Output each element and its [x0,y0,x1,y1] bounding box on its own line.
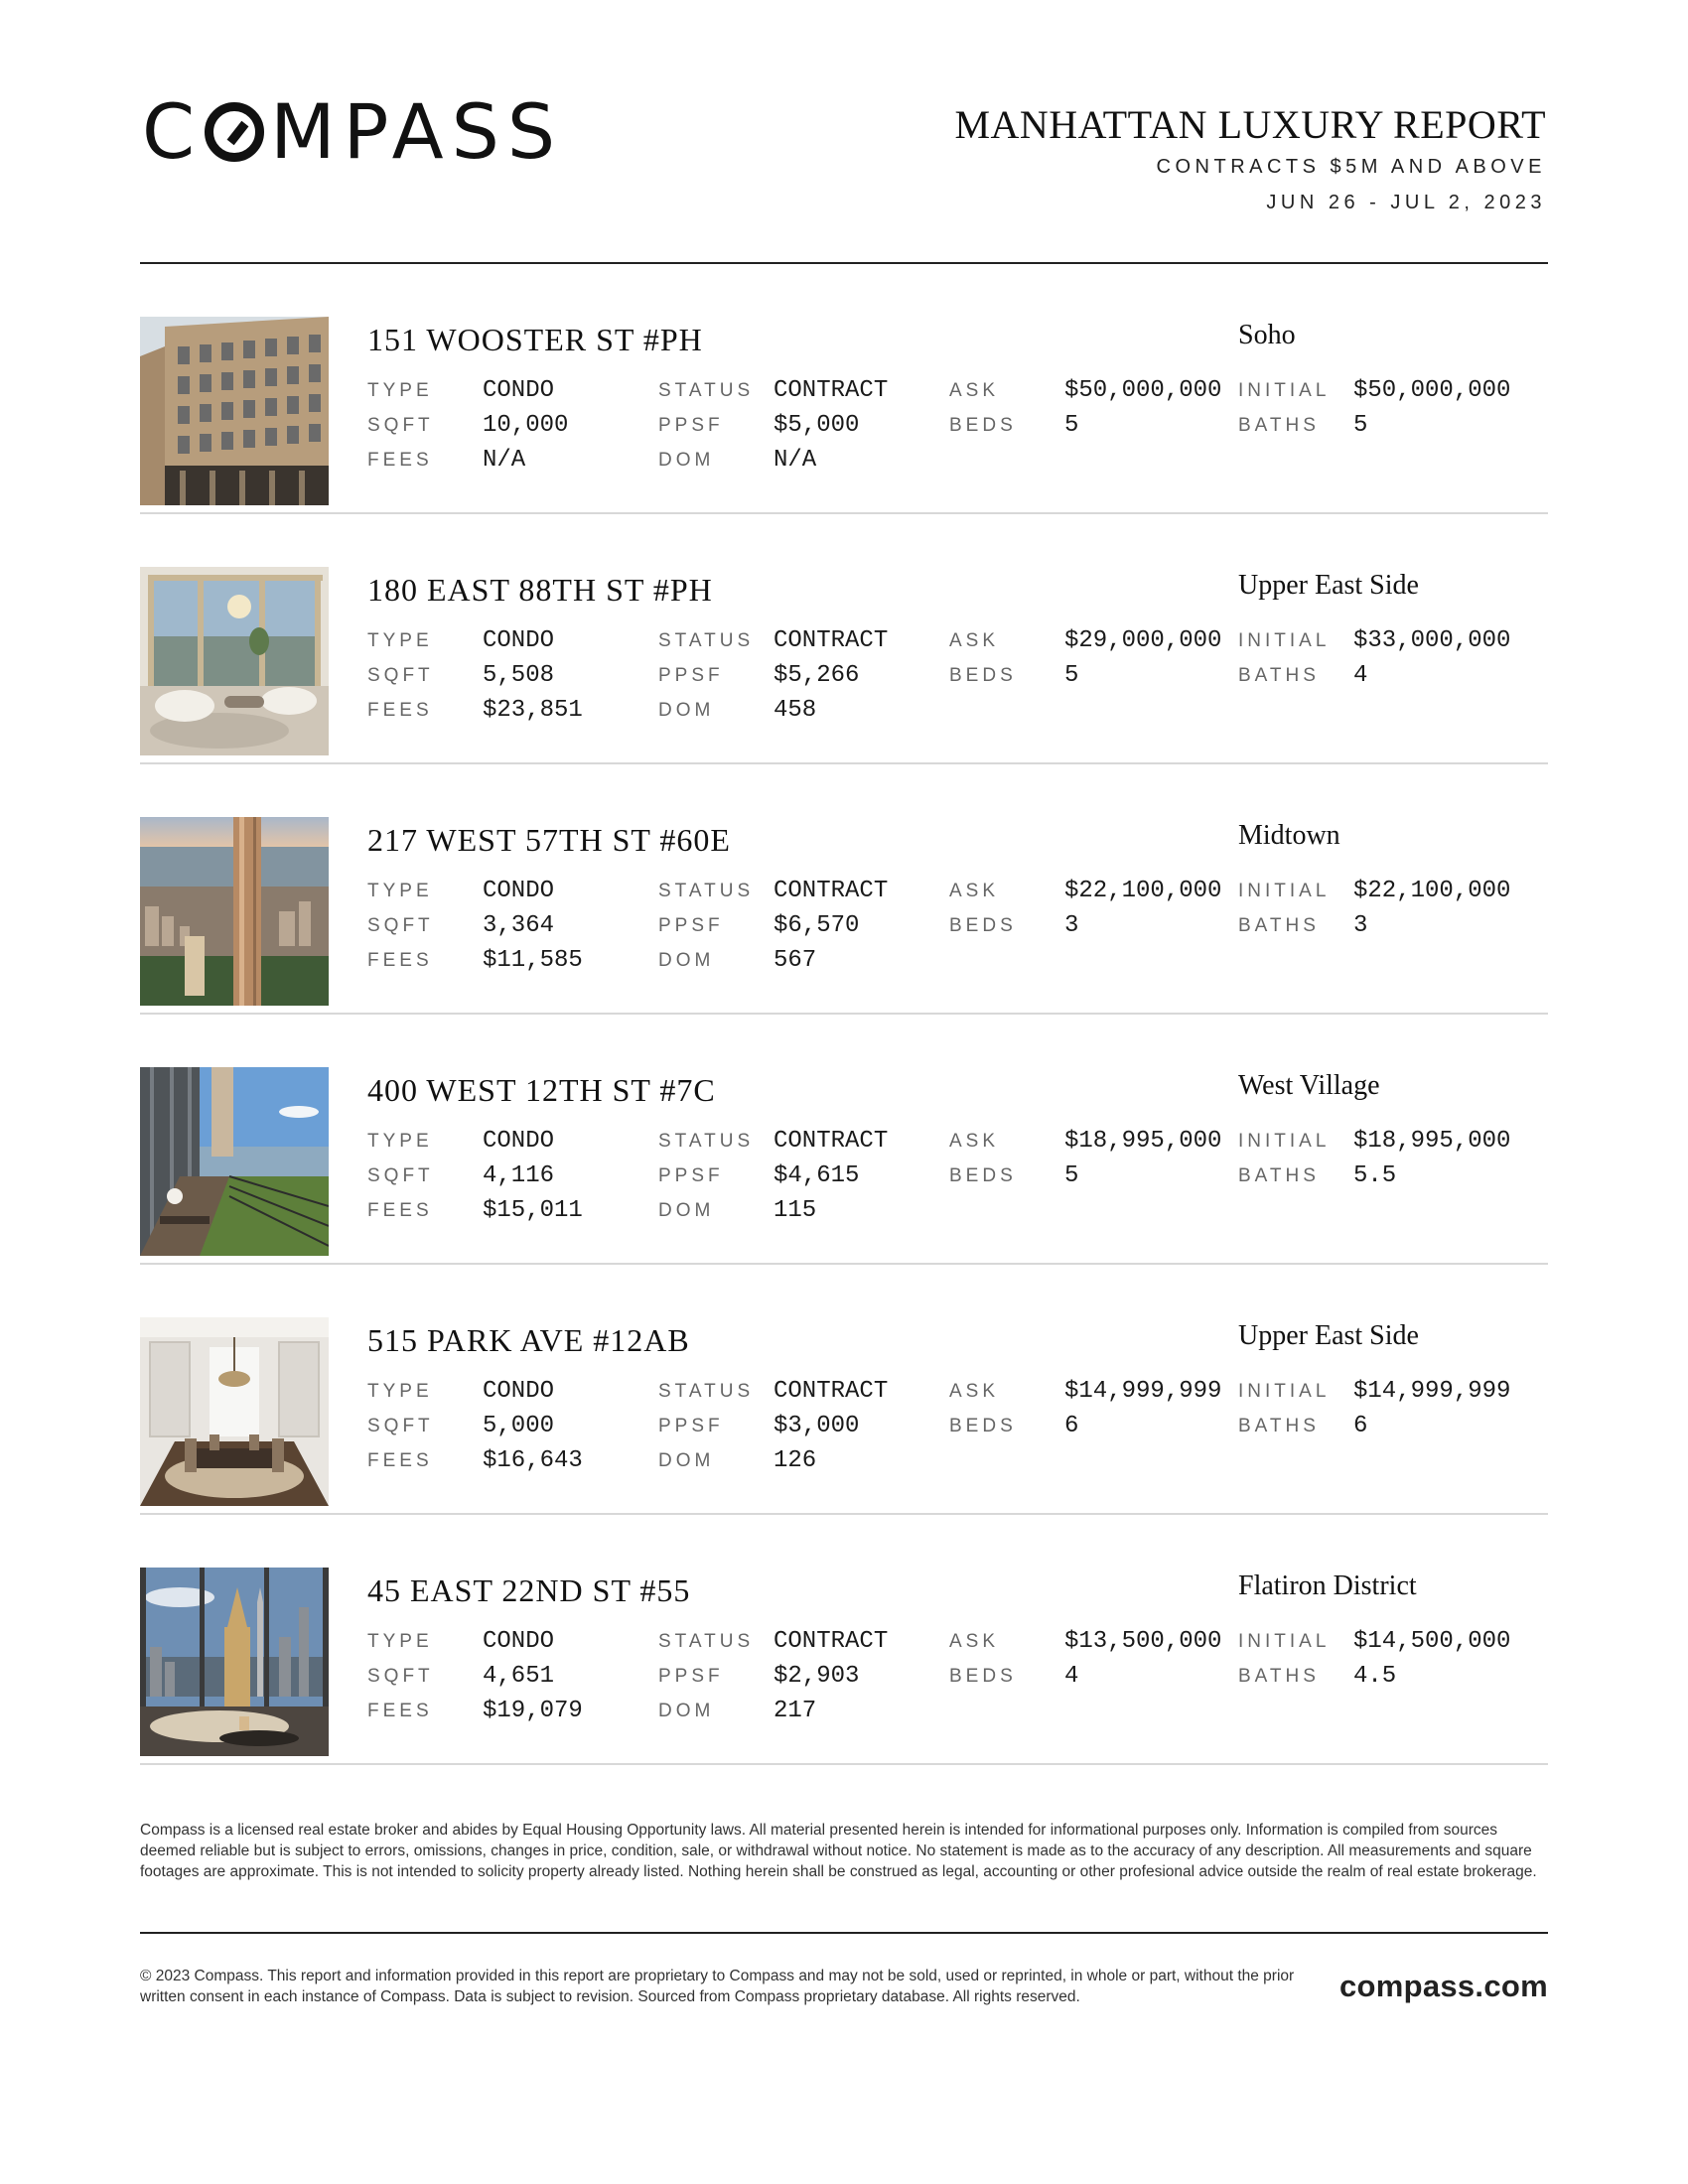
ppsf-label: PPSF [658,415,724,436]
status-value: CONTRACT [774,627,889,654]
status-label: STATUS [658,1631,755,1652]
footer-divider [140,1932,1548,1934]
fees-label: FEES [367,450,433,471]
ask-label: ASK [949,1131,1000,1152]
fees-label: FEES [367,950,433,971]
sqft-value: 5,508 [483,662,555,689]
dom-value: N/A [774,447,817,474]
sqft-label: SQFT [367,415,434,436]
beds-value: 4 [1064,1663,1079,1690]
ppsf-value: $4,615 [774,1162,860,1189]
listing-address: 180 EAST 88TH ST #PH [367,572,713,608]
type-label: TYPE [367,380,433,401]
report-subtitle: CONTRACTS $5M AND ABOVE [1156,156,1546,178]
ask-label: ASK [949,1631,1000,1652]
living-room-photo [140,567,329,755]
sqft-value: 5,000 [483,1413,555,1439]
ask-value: $14,999,999 [1064,1378,1222,1405]
ppsf-value: $2,903 [774,1663,860,1690]
listing-neighborhood: West Village [1238,1070,1380,1101]
listing-row [140,1515,1548,1765]
beds-value: 5 [1064,662,1079,689]
fees-value: $23,851 [483,697,583,724]
status-value: CONTRACT [774,1628,889,1655]
initial-label: INITIAL [1238,1631,1331,1652]
fees-value: N/A [483,447,526,474]
sqft-label: SQFT [367,1165,434,1186]
report-title: MANHATTAN LUXURY REPORT [954,102,1546,147]
dom-value: 458 [774,697,817,724]
fees-value: $16,643 [483,1447,583,1474]
status-label: STATUS [658,881,755,901]
beds-label: BEDS [949,915,1017,936]
sqft-label: SQFT [367,1666,434,1687]
fees-label: FEES [367,1200,433,1221]
dom-value: 115 [774,1197,817,1224]
listing-address: 217 WEST 57TH ST #60E [367,822,731,858]
sqft-value: 3,364 [483,912,555,939]
beds-label: BEDS [949,665,1017,686]
baths-value: 6 [1353,1413,1368,1439]
fees-label: FEES [367,1701,433,1721]
listing-address: 45 EAST 22ND ST #55 [367,1572,691,1608]
compass-logo[interactable]: C MPASS [142,87,564,176]
dom-value: 217 [774,1698,817,1724]
type-label: TYPE [367,1131,433,1152]
status-label: STATUS [658,1131,755,1152]
dom-label: DOM [658,1450,715,1471]
status-value: CONTRACT [774,377,889,404]
initial-value: $33,000,000 [1353,627,1511,654]
ask-label: ASK [949,380,1000,401]
listing-row [140,764,1548,1015]
type-label: TYPE [367,881,433,901]
sqft-value: 4,651 [483,1663,555,1690]
status-label: STATUS [658,630,755,651]
ask-label: ASK [949,630,1000,651]
beds-value: 6 [1064,1413,1079,1439]
fees-value: $11,585 [483,947,583,974]
listing-neighborhood: Upper East Side [1238,1320,1419,1351]
status-value: CONTRACT [774,1378,889,1405]
listing-neighborhood: Upper East Side [1238,570,1419,601]
sqft-value: 4,116 [483,1162,555,1189]
listing-row [140,264,1548,514]
ppsf-value: $3,000 [774,1413,860,1439]
beds-label: BEDS [949,415,1017,436]
skyline-view-photo [140,1568,329,1756]
ppsf-value: $5,266 [774,662,860,689]
status-value: CONTRACT [774,1128,889,1155]
ppsf-label: PPSF [658,665,724,686]
website-link[interactable]: compass.com [1338,1969,1548,2003]
beds-value: 5 [1064,412,1079,439]
type-label: TYPE [367,630,433,651]
dom-label: DOM [658,450,715,471]
ask-value: $29,000,000 [1064,627,1222,654]
ppsf-label: PPSF [658,1165,724,1186]
baths-label: BATHS [1238,915,1320,936]
type-value: CONDO [483,377,555,404]
beds-value: 5 [1064,1162,1079,1189]
ppsf-value: $5,000 [774,412,860,439]
listing-address: 151 WOOSTER ST #PH [367,322,703,357]
ask-label: ASK [949,881,1000,901]
listing-row [140,1015,1548,1265]
status-label: STATUS [658,380,755,401]
ask-value: $18,995,000 [1064,1128,1222,1155]
type-label: TYPE [367,1631,433,1652]
ppsf-label: PPSF [658,1416,724,1436]
dining-room-photo [140,1317,329,1506]
fees-label: FEES [367,700,433,721]
initial-value: $14,500,000 [1353,1628,1511,1655]
dom-label: DOM [658,700,715,721]
sqft-label: SQFT [367,665,434,686]
initial-label: INITIAL [1238,881,1331,901]
sqft-label: SQFT [367,915,434,936]
listing-neighborhood: Flatiron District [1238,1570,1417,1601]
listing-neighborhood: Soho [1238,320,1296,350]
tower-aerial-photo [140,817,329,1006]
sqft-value: 10,000 [483,412,569,439]
dom-label: DOM [658,950,715,971]
building-exterior-photo [140,317,329,505]
fees-value: $19,079 [483,1698,583,1724]
type-value: CONDO [483,1378,555,1405]
fees-label: FEES [367,1450,433,1471]
listing-address: 515 PARK AVE #12AB [367,1322,690,1358]
beds-label: BEDS [949,1165,1017,1186]
dom-value: 126 [774,1447,817,1474]
type-value: CONDO [483,878,555,904]
dom-label: DOM [658,1200,715,1221]
initial-label: INITIAL [1238,380,1331,401]
ppsf-label: PPSF [658,1666,724,1687]
dom-label: DOM [658,1701,715,1721]
copyright-notice: © 2023 Compass. This report and information provided in this report are proprietary to Compass and may not be sold, used or reprinted, in whole or part, without the prior written consent in each instance of Compass. Data is subject to revision. Sourced from Compass proprietary database. All rights reserved. [140,1968,1295,2005]
beds-label: BEDS [949,1666,1017,1687]
baths-value: 5.5 [1353,1162,1397,1189]
initial-value: $22,100,000 [1353,878,1511,904]
ppsf-value: $6,570 [774,912,860,939]
initial-label: INITIAL [1238,630,1331,651]
initial-label: INITIAL [1238,1381,1331,1402]
baths-value: 5 [1353,412,1368,439]
baths-label: BATHS [1238,415,1320,436]
legal-disclaimer: Compass is a licensed real estate broker and abides by Equal Housing Opportunity laws. All material presented herein is intended for informational purposes only. Information is compiled from sources deemed reliable but is subject to errors, omissions, changes in price, condition, sale, or withdrawal without notice. No statement is made as to the accuracy of any description. All measurements and square footages are approximate. This is not intended to solicity property already listed. Nothing herein shall be construed as legal, accounting or other profesional advice outside the realm of real estate brokerage. [140,1822,1537,1880]
ppsf-label: PPSF [658,915,724,936]
initial-value: $18,995,000 [1353,1128,1511,1155]
initial-value: $50,000,000 [1353,377,1511,404]
ask-value: $13,500,000 [1064,1628,1222,1655]
row-divider [140,1763,1548,1765]
listing-row [140,1265,1548,1515]
compass-logo-o-mark [205,102,264,162]
report-date-range: JUN 26 - JUL 2, 2023 [1266,192,1546,213]
initial-value: $14,999,999 [1353,1378,1511,1405]
baths-label: BATHS [1238,1416,1320,1436]
sqft-label: SQFT [367,1416,434,1436]
baths-label: BATHS [1238,665,1320,686]
terrace-photo [140,1067,329,1256]
listing-address: 400 WEST 12TH ST #7C [367,1072,716,1108]
baths-value: 4.5 [1353,1663,1397,1690]
status-value: CONTRACT [774,878,889,904]
dom-value: 567 [774,947,817,974]
baths-label: BATHS [1238,1165,1320,1186]
status-label: STATUS [658,1381,755,1402]
type-value: CONDO [483,1628,555,1655]
initial-label: INITIAL [1238,1131,1331,1152]
type-label: TYPE [367,1381,433,1402]
fees-value: $15,011 [483,1197,583,1224]
type-value: CONDO [483,1128,555,1155]
ask-value: $50,000,000 [1064,377,1222,404]
baths-value: 4 [1353,662,1368,689]
type-value: CONDO [483,627,555,654]
beds-value: 3 [1064,912,1079,939]
baths-label: BATHS [1238,1666,1320,1687]
ask-value: $22,100,000 [1064,878,1222,904]
beds-label: BEDS [949,1416,1017,1436]
listing-row [140,514,1548,764]
ask-label: ASK [949,1381,1000,1402]
listing-neighborhood: Midtown [1238,820,1340,851]
baths-value: 3 [1353,912,1368,939]
